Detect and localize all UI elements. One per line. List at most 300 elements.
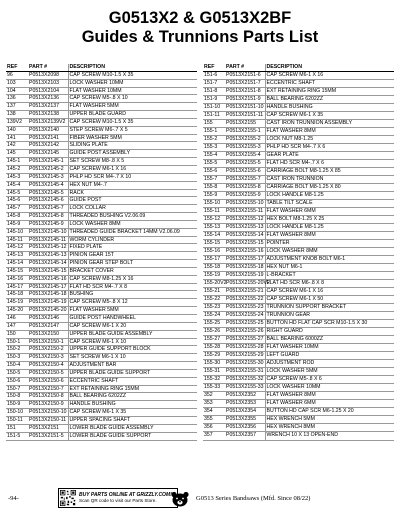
ref-cell: 155	[203, 119, 225, 127]
description-cell: THREADED GUIDE BRACKET 14MM V2.06.09	[68, 228, 197, 236]
table-row	[6, 283, 197, 291]
description-cell: UPPER BLADE GUARD	[68, 111, 197, 119]
title-line-1: G0513X2 & G0513X2BF	[108, 9, 292, 27]
part-number-cell: P0513X2155-10	[226, 199, 264, 206]
description-cell: FLAT HD SCR M4-.7 X 8	[68, 283, 197, 291]
description-cell: WORM CYLINDER	[68, 236, 197, 244]
table-header-row	[6, 64, 197, 71]
part-number-cell: P0513X2356	[225, 423, 265, 431]
table-row	[203, 231, 394, 239]
description-cell: THREADED BUSHING V2.06.09	[68, 213, 197, 221]
part-number-cell: P0513X2150-2	[28, 346, 68, 354]
table-row	[203, 367, 394, 375]
part-header: PART #	[225, 64, 265, 71]
description-cell: LOCK HANDLE M8-1.25	[265, 191, 394, 199]
description-cell: BALL BEARING 6000ZZ	[265, 335, 394, 343]
description-cell: ADJUSTMENT ROD	[265, 359, 394, 367]
ref-cell: 145-2	[6, 165, 28, 173]
table-row	[6, 260, 197, 268]
table-row	[6, 213, 197, 221]
table-row	[203, 247, 394, 255]
description-cell: CAP SCREW M6-1 X 35	[265, 111, 394, 119]
table-row	[6, 401, 197, 409]
description-cell: FLAT WASHER 5MM	[68, 103, 197, 111]
description-cell: EXT RETAINING RING 15MM	[265, 87, 394, 95]
description-cell: RIGHT GUARD	[265, 327, 394, 335]
ref-cell: 155-19	[203, 271, 225, 279]
ref-cell: 155-26	[203, 327, 225, 335]
description-cell: WRENCH 10 X 13 OPEN-END	[265, 431, 394, 440]
ref-cell: 155-14	[203, 231, 225, 239]
part-number-cell: P0513X2155-8	[225, 183, 265, 191]
part-number-cell: P0513X2140	[28, 126, 68, 134]
part-number-cell: P0513X2145-20	[29, 307, 67, 314]
part-number-cell: P0513X2155-6	[225, 167, 265, 175]
description-cell: CAP SCREW M6-1 X 16	[265, 287, 394, 295]
ref-cell: 151-8	[203, 87, 225, 95]
description-cell: LOCK WASHER 8MM	[68, 220, 197, 228]
part-number-cell: P0513X2147	[28, 322, 68, 330]
ref-cell: 146	[6, 315, 28, 323]
part-number-cell: P0513X2155-12	[226, 215, 264, 222]
part-number-cell: P0513X2151-9	[225, 95, 265, 103]
part-number-cell: P0513X2155-7	[225, 175, 265, 183]
part-number-cell: P0513X2104	[28, 87, 68, 95]
table-row	[6, 409, 197, 417]
table-row	[6, 189, 197, 197]
part-number-cell: P0513X2155-17	[226, 255, 264, 262]
ref-cell: 155-29	[203, 351, 225, 359]
ref-cell: 139V2	[6, 118, 28, 126]
part-number-cell: P0513X2151-11	[226, 111, 264, 118]
ref-cell: 145-3	[6, 173, 28, 181]
ref-cell: 145-11	[6, 236, 28, 244]
parts-table-left-body	[6, 71, 197, 440]
description-cell: FLAT WASHER 10MM	[68, 87, 197, 95]
table-row	[6, 267, 197, 275]
table-row	[203, 407, 394, 415]
description-cell: SLIDING PLATE	[68, 142, 197, 150]
description-cell: FLAT WASHER 6MM	[265, 207, 394, 215]
table-row	[203, 199, 394, 207]
table-row	[6, 205, 197, 213]
grizzly-bear-logo-icon	[170, 491, 190, 507]
description-cell: CAP SCREW M10-1.5 X 35	[68, 71, 197, 79]
description-cell: TRUNNION SUPPORT BRACKET	[265, 303, 394, 311]
description-cell: LOCK WASHER 10MM	[265, 383, 394, 391]
ref-cell: 155-17	[203, 255, 225, 263]
part-number-cell: P0513X2145-13	[29, 252, 67, 259]
description-cell: LOCK WASHER 5MM	[265, 367, 394, 375]
table-row	[203, 151, 394, 159]
part-number-cell: P0513X2138	[28, 111, 68, 119]
ref-cell: 155-33	[203, 383, 225, 391]
description-cell: CAST IRON TRUNNION	[265, 175, 394, 183]
part-number-cell: P0513X2139V2	[28, 118, 68, 126]
table-row	[203, 255, 394, 263]
part-number-cell: P0513X2354	[225, 407, 265, 415]
part-number-cell: P0513X2145-6	[28, 197, 68, 205]
ref-cell: 155-11	[203, 207, 225, 215]
ref-cell: 155-24	[203, 311, 225, 319]
table-row	[203, 343, 394, 351]
description-cell: FIXED PLATE	[68, 244, 197, 252]
part-number-cell: P0513X2155-24	[226, 311, 264, 318]
part-number-cell: P0513X2145-7	[28, 205, 68, 213]
table-row	[6, 275, 197, 283]
description-cell: FLAT WASHER 8MM	[265, 391, 394, 399]
part-number-cell: P0513X2145-17	[29, 283, 67, 290]
table-row	[203, 159, 394, 167]
description-cell: BUTTON HD FLAT CAP SCR M10-1.5 X 30	[265, 319, 394, 327]
part-number-cell: P0513X2155-22	[226, 295, 264, 302]
part-number-cell: P0513X2155-18	[226, 263, 264, 270]
ref-cell: 145-12	[6, 244, 28, 252]
ref-cell: 155-15	[203, 239, 225, 247]
description-cell: UPPER GUIDE SUPPORT BLOCK	[68, 346, 197, 354]
ref-cell: 145-20	[6, 307, 28, 315]
table-row	[203, 207, 394, 215]
ref-cell: 155-3	[203, 143, 225, 151]
parts-table-right	[203, 64, 394, 441]
ref-cell: 155-22	[203, 295, 225, 303]
table-row	[203, 391, 394, 399]
table-row	[6, 307, 197, 315]
ref-cell: 145-18	[6, 291, 28, 299]
part-number-cell: P0513X2151-10	[226, 103, 264, 110]
description-cell: ECCENTRIC SHAFT	[265, 79, 394, 87]
description-cell: L-BRACKET	[265, 271, 394, 279]
description-cell: CAP SCREW M6-1 X 16	[265, 71, 394, 79]
ref-cell: 155-21	[203, 287, 225, 295]
table-row	[6, 416, 197, 424]
ref-cell: 155-9	[203, 191, 225, 199]
part-number-cell: P0513X2151-5	[28, 432, 68, 440]
description-cell: CAP SCREW M5-.8 X 6	[265, 375, 394, 383]
ref-header: REF	[6, 64, 28, 71]
description-cell: CAP SCREW M5-.8 X 10	[68, 95, 197, 103]
table-row	[203, 215, 394, 223]
ref-cell: 155-1	[203, 127, 225, 135]
buy-parts-online-text: BUY PARTS ONLINE AT GRIZZLY.COM!	[79, 491, 172, 498]
part-number-cell: P0513X2151-6	[225, 71, 265, 79]
table-row	[6, 330, 197, 338]
table-row	[203, 87, 394, 95]
part-number-cell: P0513X2150-6	[28, 377, 68, 385]
ref-cell: 104	[6, 87, 28, 95]
part-number-cell: P0513X2150-4	[28, 362, 68, 370]
part-number-cell: P0513X2155-21	[226, 287, 264, 294]
ref-cell: 151-5	[6, 432, 28, 440]
ref-cell: 145-19	[6, 299, 28, 307]
ref-cell: 145-15	[6, 267, 28, 275]
ref-cell: 155-30	[203, 359, 225, 367]
ref-cell: 142	[6, 142, 28, 150]
part-number-cell: P0513X2155-30	[226, 359, 264, 366]
ref-cell: 145-17	[6, 283, 28, 291]
ref-cell: 151-7	[203, 79, 225, 87]
ref-cell: 155-13	[203, 223, 225, 231]
part-number-cell: P0513X2145-19	[29, 299, 67, 306]
ref-cell: 145-7	[6, 205, 28, 213]
description-cell: LOCK NUT M8-1.25	[265, 135, 394, 143]
table-row	[203, 239, 394, 247]
part-number-cell: P0513X2145-14	[29, 260, 67, 267]
description-cell: PHLP HD SCR M4-.7 X 6	[265, 143, 394, 151]
part-number-cell: P0513X2155-1	[225, 127, 265, 135]
description-cell: HEX NUT M6-1	[265, 263, 394, 271]
ref-cell: 150-1	[6, 338, 28, 346]
description-cell: CAP SCREW M6-1 X 35	[68, 409, 197, 417]
ref-cell: 151-10	[203, 103, 225, 111]
description-cell: LOWER BLADE GUIDE SUPPORT	[68, 432, 197, 440]
ref-cell: 155-4	[203, 151, 225, 159]
part-number-cell: P0513X2136	[28, 95, 68, 103]
qr-code-icon[interactable]	[60, 490, 76, 506]
description-cell: FLAT HD SCR M4-.7 X 6	[265, 159, 394, 167]
ref-cell: 150-9	[6, 401, 28, 409]
table-row	[203, 167, 394, 175]
description-cell: LOCK COLLAR	[68, 205, 197, 213]
table-row	[6, 338, 197, 346]
table-row	[6, 158, 197, 166]
part-number-cell: P0513X2155-28	[226, 343, 264, 350]
description-cell: FLAT HD SCR M6-.8 X 8	[265, 279, 394, 287]
description-cell: BUSHING	[68, 291, 197, 299]
part-number-cell: P0513X2155-5	[225, 159, 265, 167]
description-cell: CAP SCREW M6-1 X 16	[68, 165, 197, 173]
description-cell: ADJUSTMENT BAR	[68, 362, 197, 370]
description-cell: PINION GEAR 15T	[68, 252, 197, 260]
table-row	[6, 79, 197, 87]
part-number-cell: P0513X2145-15	[29, 267, 67, 274]
table-row	[203, 191, 394, 199]
table-row	[6, 362, 197, 370]
description-cell: CARRIAGE BOLT M8-1.25 X 85	[265, 167, 394, 175]
description-cell: CAST IRON TRUNNION ASSEMBLY	[265, 119, 394, 127]
table-row	[6, 322, 197, 330]
page-number: -94-	[8, 495, 19, 502]
table-row	[6, 299, 197, 307]
table-row	[6, 173, 197, 181]
table-row	[203, 279, 394, 287]
part-number-cell: P0513X2145-10	[29, 228, 67, 235]
description-cell: GUIDE POST HANDWHEEL	[68, 315, 197, 323]
description-cell: UPPER BLADE GUIDE ASSEMBLY	[68, 330, 197, 338]
description-cell: SET SCREW M8-.8 X 5	[68, 158, 197, 166]
ref-cell: 353	[203, 399, 225, 407]
part-number-cell: P0513X2141	[28, 134, 68, 142]
part-number-cell: P0513X2155-16	[226, 247, 264, 254]
table-row	[6, 118, 197, 126]
table-row	[203, 127, 394, 135]
table-row	[203, 103, 394, 111]
table-row	[203, 135, 394, 143]
part-number-cell: P0513X2151-7	[225, 79, 265, 87]
ref-cell: 151-6	[203, 71, 225, 79]
part-number-cell: P0513X2155-23	[226, 303, 264, 310]
part-number-cell: P0513X2355	[225, 415, 265, 423]
table-row	[6, 432, 197, 440]
part-number-cell: P0513X2145-16	[29, 275, 67, 282]
part-number-cell: P0513X2145-8	[28, 213, 68, 221]
description-cell: HEX BOLT M8-1.25 X 25	[265, 215, 394, 223]
description-cell: LOCK WASHER 8MM	[265, 247, 394, 255]
table-row	[6, 71, 197, 79]
ref-cell: 150-3	[6, 354, 28, 362]
table-row	[203, 95, 394, 103]
scan-qr-instructions: Scan QR code to visit our Parts Store.	[79, 498, 157, 503]
part-number-cell: P0513X2155-29	[226, 351, 264, 358]
ref-cell: 150	[6, 330, 28, 338]
table-row	[6, 165, 197, 173]
description-cell: FLAT WASHER 10MM	[265, 343, 394, 351]
part-number-cell: P0513X2150-3	[28, 354, 68, 362]
table-row	[203, 311, 394, 319]
part-number-cell: P0513X2155-25	[226, 319, 264, 326]
description-cell: ADJUSTMENT KNOB BOLT M6-1	[265, 255, 394, 263]
part-number-cell: P0513X2150-5	[28, 369, 68, 377]
part-number-cell: P0513X2150-7	[28, 385, 68, 393]
table-row	[203, 71, 394, 79]
ref-cell: 145-14	[6, 260, 28, 268]
table-row	[203, 303, 394, 311]
description-cell: GEAR PLATE	[265, 151, 394, 159]
table-row	[203, 175, 394, 183]
title-line-2: Guides & Trunnions Parts List	[81, 28, 319, 46]
part-number-cell: P0513X2146	[28, 315, 68, 323]
ref-cell: 141	[6, 134, 28, 142]
ref-cell: 145	[6, 150, 28, 158]
part-number-cell: P0513X2145-4	[28, 181, 68, 189]
part-number-cell: P0513X2103	[28, 79, 68, 87]
table-row	[203, 399, 394, 407]
table-row	[6, 291, 197, 299]
description-cell: EXT RETAINING RING 15MM	[68, 385, 197, 393]
part-number-cell: P0513X2155-19	[226, 271, 264, 278]
part-number-cell: P0513X2145-1	[28, 158, 68, 166]
table-row	[6, 244, 197, 252]
ref-cell: 150-5	[6, 369, 28, 377]
part-number-cell: P0513X2352	[225, 391, 265, 399]
ref-cell: 145-4	[6, 181, 28, 189]
table-row	[6, 252, 197, 260]
description-cell: FLAT WASHER 6MM	[265, 399, 394, 407]
part-number-cell: P0513X2357	[225, 431, 265, 440]
parts-table-left	[6, 64, 197, 441]
description-cell: CAP SCREW M6-1 X 10	[68, 338, 197, 346]
part-number-cell: P0513X2142	[28, 142, 68, 150]
ref-cell: 145-6	[6, 197, 28, 205]
description-cell: POINTER	[265, 239, 394, 247]
ref-cell: 155-27	[203, 335, 225, 343]
part-number-cell: P0513X2155-31	[226, 367, 264, 374]
ref-cell: 155-8	[203, 183, 225, 191]
table-row	[203, 375, 394, 383]
table-row	[6, 126, 197, 134]
ref-cell: 136	[6, 95, 28, 103]
ref-cell: 151	[6, 424, 28, 432]
ref-cell: 150-7	[6, 385, 28, 393]
ref-cell: 356	[203, 423, 225, 431]
part-number-cell: P0513X2155-27	[226, 335, 264, 342]
ref-cell: 150-10	[6, 409, 28, 417]
description-cell: TRUNNION GEAR	[265, 311, 394, 319]
part-number-cell: P0513X2150-1	[28, 338, 68, 346]
ref-cell: 145-9	[6, 220, 28, 228]
ref-cell: 145-13	[6, 252, 28, 260]
table-row	[6, 150, 197, 158]
part-number-cell: P0513X2155-26	[226, 327, 264, 334]
part-number-cell: P0513X2150-8	[28, 393, 68, 401]
ref-cell: 155-28	[203, 343, 225, 351]
ref-cell: 155-20V2	[204, 279, 227, 286]
part-number-cell: P0513X2353	[225, 399, 265, 407]
description-cell: HEX WRENCH 5MM	[265, 415, 394, 423]
table-row	[6, 228, 197, 236]
part-number-cell: P0513X2150	[28, 330, 68, 338]
ref-cell: 150-6	[6, 377, 28, 385]
description-cell: UPPER BLADE GUIDE SUPPORT	[68, 369, 197, 377]
table-row	[203, 415, 394, 423]
description-header: DESCRIPTION	[68, 64, 197, 71]
ref-cell: 137	[6, 103, 28, 111]
table-row	[6, 315, 197, 323]
part-number-cell: P0513X2155-20V2	[226, 279, 270, 286]
description-cell: LOCK WASHER 10MM	[68, 79, 197, 87]
description-cell: HANDLE BUSHING	[68, 401, 197, 409]
description-cell: CAP SCREW M10-1.5 X 35	[68, 118, 197, 126]
part-number-cell: P0513X2145-2	[28, 165, 68, 173]
table-row	[203, 143, 394, 151]
page-footer	[0, 488, 400, 510]
ref-cell: 145-5	[6, 189, 28, 197]
description-cell: HEX WRENCH 8MM	[265, 423, 394, 431]
ref-cell: 155-7	[203, 175, 225, 183]
ref-cell: 145-1	[6, 158, 28, 166]
ref-cell: 147	[6, 322, 28, 330]
description-cell: LOWER BLADE GUIDE ASSEMBLY	[68, 424, 197, 432]
ref-cell: 140	[6, 126, 28, 134]
description-cell: UPPER SPACING SHAFT	[68, 416, 197, 424]
description-cell: FLAT WASHER 8MM	[265, 127, 394, 135]
part-number-cell: P0513X2145-3	[28, 173, 68, 181]
description-cell: FIBER WASHER 5MM	[68, 134, 197, 142]
part-number-cell: P0513X2137	[28, 103, 68, 111]
part-number-cell: P0513X2151-8	[225, 87, 265, 95]
table-row	[6, 111, 197, 119]
ref-cell: 150-2	[6, 346, 28, 354]
table-row	[6, 95, 197, 103]
ref-header: REF	[203, 64, 225, 71]
ref-cell: 96	[6, 71, 28, 79]
table-row	[203, 271, 394, 279]
parts-store-callout[interactable]	[58, 488, 178, 508]
ref-cell: 155-25	[203, 319, 225, 327]
table-row	[203, 423, 394, 431]
table-row	[6, 87, 197, 95]
description-cell: LOCK HANDLE M8-1.25	[265, 223, 394, 231]
part-number-cell: P0513X2145-11	[29, 236, 67, 243]
table-row	[6, 346, 197, 354]
table-header-row	[203, 64, 394, 71]
description-cell: BUTTON HD CAP SCR M6-1.25 X 20	[265, 407, 394, 415]
ref-cell: 145-10	[6, 228, 28, 236]
table-row	[203, 327, 394, 335]
table-row	[6, 354, 197, 362]
ref-cell: 155-6	[203, 167, 225, 175]
part-number-cell: P0513X2155-14	[226, 231, 264, 238]
